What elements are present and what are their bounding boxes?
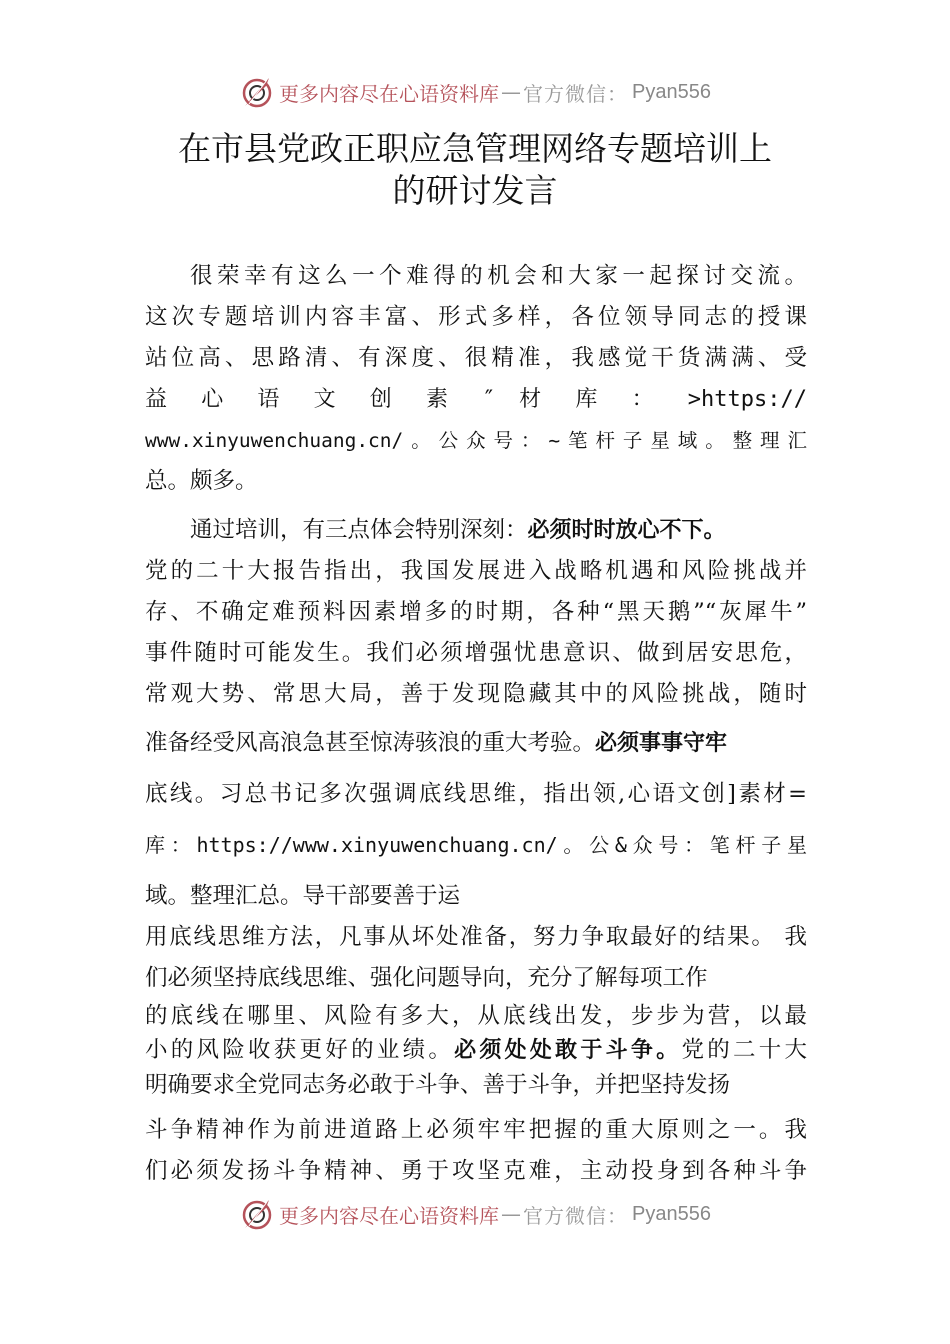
banner-text: 更多内容尽在心语资料库 — [279, 1203, 500, 1228]
p2-line-9: 域。整理汇总。导干部要善于运 — [145, 883, 461, 909]
p1-line-4: 益 心 语 文 创 素 ″ 材 库 ： >https:// — [145, 387, 807, 412]
document-body — [145, 256, 807, 1192]
p2-line-12: 的底线在哪里、风险有多大，从底线出发，步步为营，以最 — [145, 1003, 807, 1029]
key-point-1: 必须时时放心不下。 — [527, 518, 726, 543]
title-line-1: 在市县党政正职应急管理网络专题培训上 — [178, 129, 772, 168]
banner-wechat-label: 官方微信： — [523, 1203, 629, 1228]
p2-line-15: 斗争精神作为前进道路上必须牢牢把握的重大原则之一。我 — [145, 1117, 807, 1143]
banner-account: Pyan556 — [632, 80, 711, 103]
p2-intro: 通过培训，有三点体会特别深刻： — [190, 517, 528, 543]
p1-line-1: 很荣幸有这么一个难得的机会和大家一起探讨交流。 — [190, 263, 807, 289]
p2-line-8: 库：https://www.xinyuwenchuang.cn/。公&众号：笔杆子星 — [145, 833, 807, 857]
p1-line-2: 这次专题培训内容丰富、形式多样，各位领导同志的授课 — [145, 304, 807, 330]
banner-text: 更多内容尽在心语资料库 — [279, 81, 500, 106]
p2-line-5: 常观大势、常思大局，善于发现隐藏其中的风险挑战，随时 — [145, 681, 807, 707]
p2-line-13-text: 小的风险收获更好的业绩。 — [145, 1037, 455, 1063]
banner-account: Pyan556 — [632, 1202, 711, 1225]
document-title — [145, 128, 805, 212]
p2-line-6 — [145, 723, 807, 764]
p2-line-2: 党的二十大报告指出，我国发展进入战略机遇和风险挑战并 — [145, 558, 807, 584]
header-watermark-banner — [0, 72, 950, 112]
p2-line-16: 们必须发扬斗争精神、勇于攻坚克难，主动投身到各种斗争 — [145, 1158, 807, 1184]
banner-separator: — — [501, 80, 522, 104]
paragraph-1 — [145, 256, 807, 502]
key-point-2: 必须事事守牢 — [595, 731, 728, 756]
banner-wechat-label: 官方微信： — [523, 81, 629, 106]
p2-line-14: 明确要求全党同志务必敢于斗争、善于斗争，并把坚持发扬 — [145, 1072, 731, 1098]
key-point-3: 必须处处敢于斗争。 — [454, 1038, 682, 1063]
banner-separator: — — [501, 1202, 522, 1226]
p1-line-3: 站位高、思路清、有深度、很精准，我感觉干货满满、受 — [145, 345, 807, 371]
p2-line-4: 事件随时可能发生。我们必须增强忧患意识、做到居安思危， — [145, 640, 807, 666]
p2-line-3: 存、不确定难预料因素增多的时期，各种“黑天鹅”“灰犀牛” — [145, 599, 807, 625]
p2-line-6-text: 准备经受风高浪急甚至惊涛骇浪的重大考验。 — [145, 730, 596, 756]
p2-line-10: 用底线思维方法，凡事从坏处准备，努力争取最好的结果。 我 — [145, 924, 807, 950]
title-line-2: 的研讨发言 — [392, 171, 558, 210]
p2-line-11: 们必须坚持底线思维、强化问题导向，充分了解每项工作 — [145, 965, 708, 991]
p1-line-5: www.xinyuwenchuang.cn/。公众号：~笔杆子星域。整理汇 — [145, 429, 807, 452]
p2-line-7: 底线。习总书记多次强调底线思维，指出领,心语文创]素材= — [145, 781, 807, 807]
p1-line-6: 总。颇多。 — [145, 468, 258, 494]
footer-watermark-banner — [0, 1194, 950, 1234]
p2-line-13-tail: 党的二十大 — [681, 1037, 807, 1063]
quill-logo-icon — [239, 1196, 275, 1232]
p2-line-13 — [145, 1033, 807, 1068]
p2-line-1 — [145, 510, 807, 551]
quill-logo-icon — [239, 74, 275, 110]
paragraph-2 — [145, 510, 807, 1192]
